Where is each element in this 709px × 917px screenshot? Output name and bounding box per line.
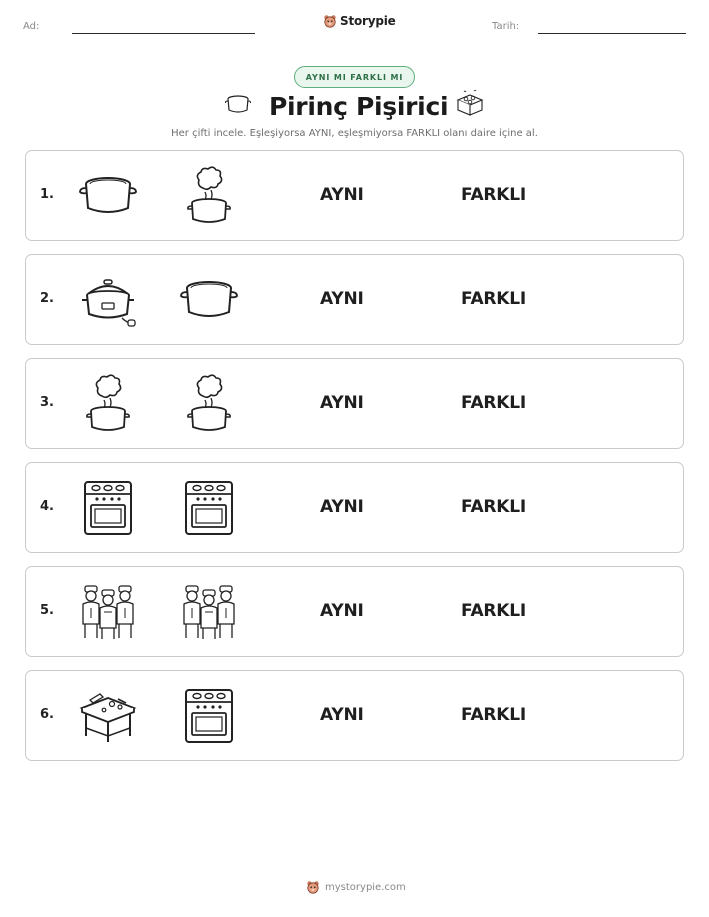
page-title: Pirinç Pişirici bbox=[269, 92, 449, 121]
question-number: 2. bbox=[40, 291, 54, 306]
question-number: 6. bbox=[40, 707, 54, 722]
workbench-icon bbox=[78, 686, 138, 746]
different-option[interactable]: FARKLI bbox=[461, 393, 527, 413]
question-number: 1. bbox=[40, 187, 54, 202]
same-option[interactable]: AYNI bbox=[320, 289, 364, 309]
question-row-2 bbox=[25, 254, 684, 345]
date-line[interactable] bbox=[538, 33, 686, 34]
cooks-group-icon bbox=[179, 582, 239, 642]
steaming-pot-icon bbox=[78, 374, 138, 434]
question-row-6 bbox=[25, 670, 684, 761]
question-row-1 bbox=[25, 150, 684, 241]
instructions: Her çifti incele. Eşleşiyorsa AYNI, eşleşmiyorsa FARKLI olanı daire içine al. bbox=[171, 128, 538, 139]
different-option[interactable]: FARKLI bbox=[461, 185, 527, 205]
title-stove-icon bbox=[454, 90, 486, 118]
pot-icon bbox=[78, 166, 138, 226]
stove-icon bbox=[179, 478, 239, 538]
question-number: 3. bbox=[40, 395, 54, 410]
same-option[interactable]: AYNI bbox=[320, 705, 364, 725]
storypie-bear-icon bbox=[306, 880, 320, 894]
footer bbox=[306, 880, 406, 894]
question-row-4 bbox=[25, 462, 684, 553]
stove-icon bbox=[179, 686, 239, 746]
steaming-pot-icon bbox=[179, 374, 239, 434]
different-option[interactable]: FARKLI bbox=[461, 497, 527, 517]
storypie-bear-icon bbox=[323, 14, 337, 28]
name-label: Ad: bbox=[23, 21, 40, 32]
question-row-5 bbox=[25, 566, 684, 657]
rice-cooker-icon bbox=[78, 270, 138, 330]
brand-logo bbox=[323, 14, 396, 28]
question-number: 5. bbox=[40, 603, 54, 618]
different-option[interactable]: FARKLI bbox=[461, 289, 527, 309]
cooks-group-icon bbox=[78, 582, 138, 642]
name-line[interactable] bbox=[72, 33, 255, 34]
same-option[interactable]: AYNI bbox=[320, 601, 364, 621]
same-option[interactable]: AYNI bbox=[320, 185, 364, 205]
same-option[interactable]: AYNI bbox=[320, 393, 364, 413]
same-option[interactable]: AYNI bbox=[320, 497, 364, 517]
different-option[interactable]: FARKLI bbox=[461, 601, 527, 621]
footer-site-link[interactable]: mystorypie.com bbox=[325, 881, 406, 893]
different-option[interactable]: FARKLI bbox=[461, 705, 527, 725]
pot-icon bbox=[179, 270, 239, 330]
title-pot-icon bbox=[224, 93, 252, 115]
date-label: Tarih: bbox=[492, 21, 520, 32]
question-row-3 bbox=[25, 358, 684, 449]
steaming-pot-icon bbox=[179, 166, 239, 226]
worksheet-type-badge: AYNI MI FARKLI MI bbox=[294, 66, 415, 88]
brand-name: Storypie bbox=[340, 14, 396, 28]
question-number: 4. bbox=[40, 499, 54, 514]
stove-icon bbox=[78, 478, 138, 538]
